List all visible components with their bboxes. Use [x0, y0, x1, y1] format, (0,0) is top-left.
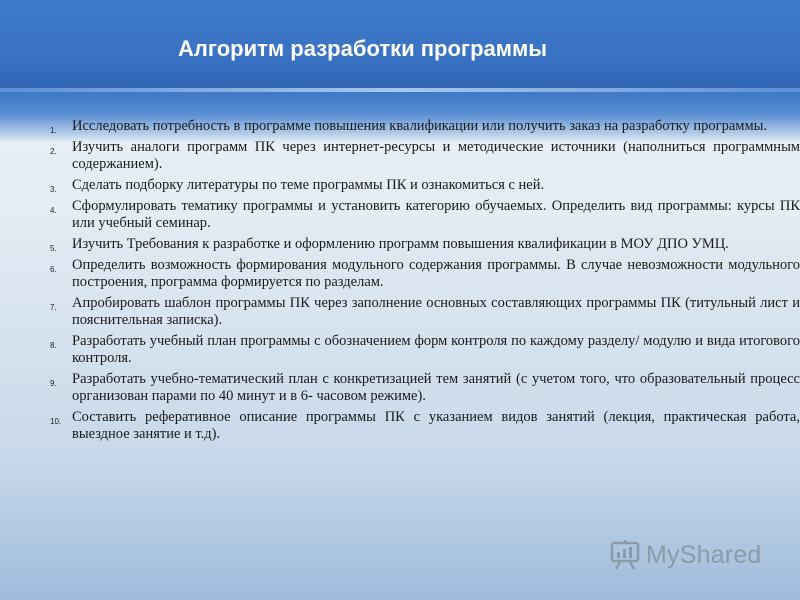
item-text: Изучить Требования к разработке и оформлению программ повышения квалификации в МОУ ДПО УМЦ.	[72, 236, 729, 252]
presentation-board-icon	[608, 538, 642, 572]
list-item	[50, 295, 800, 329]
list-item	[50, 139, 800, 173]
item-number: 5.	[50, 244, 57, 253]
list-item	[50, 371, 800, 405]
list-item	[50, 333, 800, 367]
item-number: 8.	[50, 341, 57, 350]
algorithm-steps-list	[50, 118, 800, 447]
myshared-watermark[interactable]	[608, 537, 768, 573]
watermark-text: MyShared	[646, 540, 762, 569]
item-text: Определить возможность формирования модульного содержания программы. В случае невозможности модульного построения, программа формируется по разделам.	[72, 257, 800, 290]
item-text: Сформулировать тематику программы и установить категорию обучаемых. Определить вид программы: курсы ПК или учебный семинар.	[72, 198, 800, 231]
item-number: 3.	[50, 185, 57, 194]
item-number: 1.	[50, 126, 57, 135]
item-text: Составить реферативное описание программы ПК с указанием видов занятий (лекция, практическая работа, выездное занятие и т.д).	[72, 409, 800, 442]
list-item	[50, 409, 800, 443]
slide-title: Алгоритм разработки программы	[178, 36, 548, 61]
item-text: Изучить аналоги программ ПК через интернет-ресурсы и методические источники (наполниться программным содержанием).	[72, 139, 800, 172]
item-text: Разработать учебно-тематический план с конкретизацией тем занятий (с учетом того, что образовательный процесс организован парами по 40 минут и в 6- часовом режиме).	[72, 371, 800, 404]
list-item	[50, 198, 800, 232]
list-item	[50, 177, 800, 194]
item-text: Исследовать потребность в программе повышения квалификации или получить заказ на разработку программы.	[72, 118, 767, 134]
title-bar	[0, 0, 800, 92]
list-item	[50, 257, 800, 291]
item-number: 4.	[50, 206, 57, 215]
item-number: 6.	[50, 265, 57, 274]
list-item	[50, 236, 800, 253]
item-number: 9.	[50, 379, 57, 388]
item-text: Разработать учебный план программы с обозначением форм контроля по каждому разделу/ модулю и вида итогового контроля.	[72, 333, 800, 366]
list-item	[50, 118, 800, 135]
item-number: 2.	[50, 147, 57, 156]
item-text: Апробировать шаблон программы ПК через заполнение основных составляющих программы ПК (титульный лист и пояснительная записка).	[72, 295, 800, 328]
item-number: 10.	[50, 417, 62, 426]
item-text: Сделать подборку литературы по теме программы ПК и ознакомиться с ней.	[72, 177, 545, 193]
item-number: 7.	[50, 303, 57, 312]
